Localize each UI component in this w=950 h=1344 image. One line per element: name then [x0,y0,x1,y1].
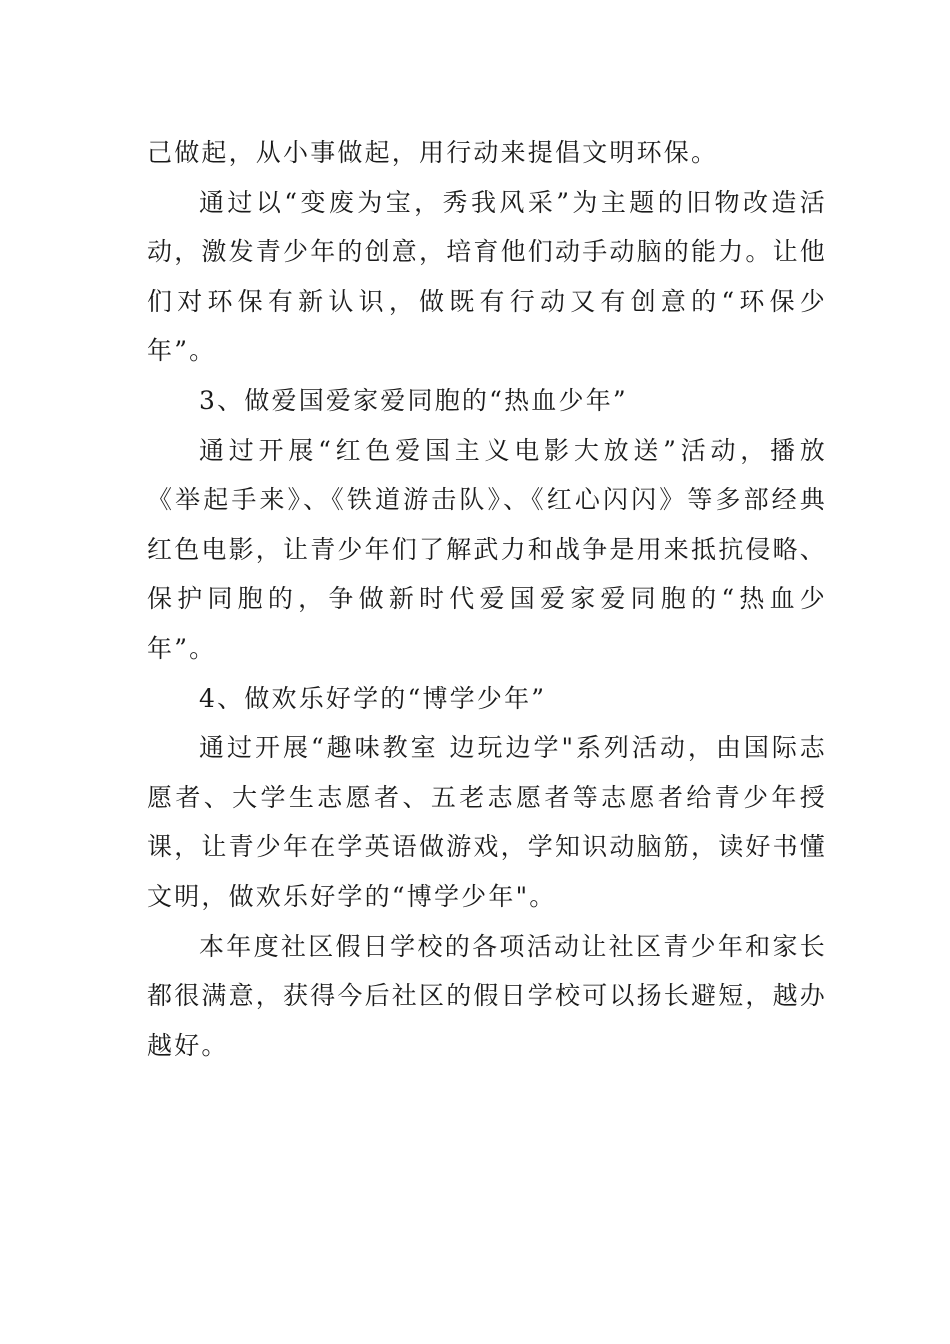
paragraph-red-movies: 通过开展“红色爱国主义电影大放送”活动，播放《举起手来》、《铁道游击队》、《红心闪闪》等多部经典红色电影，让青少年们了解武力和战争是用来抵抗侵略、保护同胞的，争做新时代爱国爱家爱同胞的“热血少年”。 [147,435,828,663]
section-heading-4: 4、做欢乐好学的“博学少年” [199,683,547,713]
paragraph-fun-classroom: 通过开展“趣味教室 边玩边学"系列活动，由国际志愿者、大学生志愿者、五老志愿者等志愿者给青少年授课，让青少年在学英语做游戏，学知识动脑筋，读好书懂文明，做欢乐好学的“博学少年"。 [147,733,828,911]
paragraph-recycling-activity: 通过以“变废为宝，秀我风采”为主题的旧物改造活动，激发青少年的创意，培育他们动手动脑的能力。让他们对环保有新认识，做既有行动又有创意的“环保少年”。 [147,187,828,366]
document-body [147,128,827,1070]
paragraph-conclusion: 本年度社区假日学校的各项活动让社区青少年和家长都很满意，获得今后社区的假日学校可以扬长避短，越办越好。 [147,931,828,1060]
paragraph-continuation: 己做起，从小事做起，用行动来提倡文明环保。 [147,138,719,167]
section-heading-3: 3、做爱国爱家爱同胞的“热血少年” [199,385,628,415]
